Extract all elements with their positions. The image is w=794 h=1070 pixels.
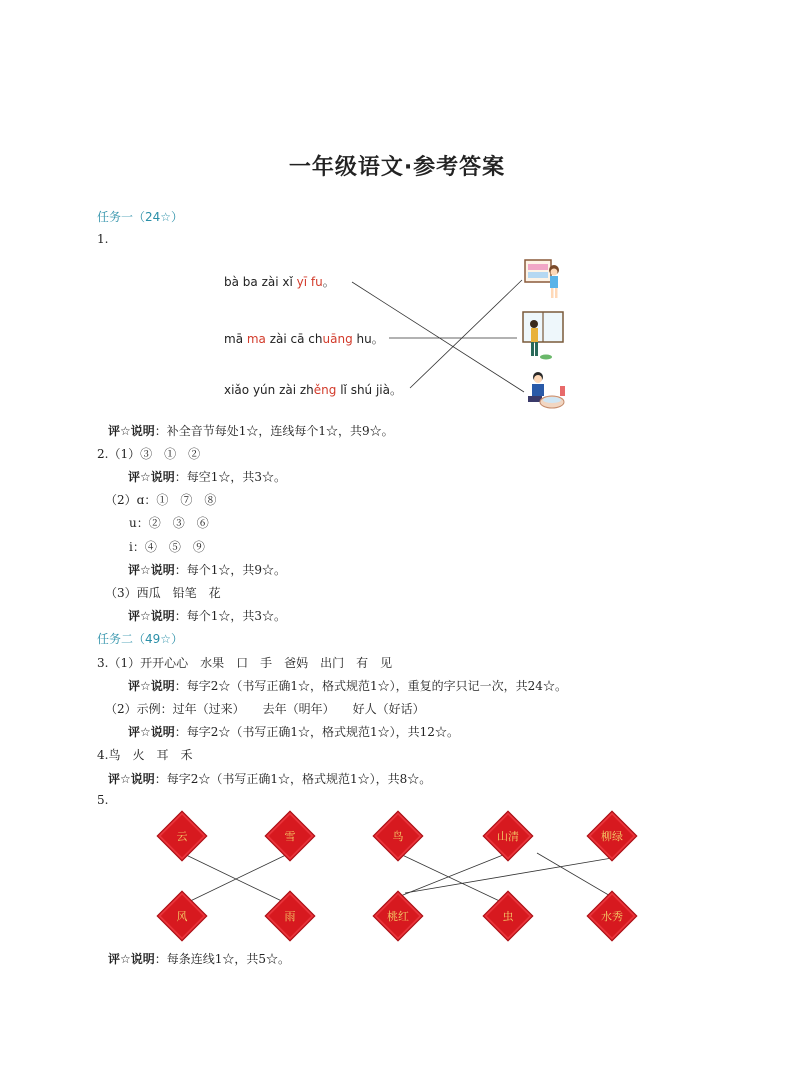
pinyin-filled-syllable: yī fu [296,275,323,289]
q3-part2: （2）示例：过年（过来） 去年（明年） 好人（好话） [105,702,425,716]
q3-scoring-note-2 [128,723,459,740]
scoring-label: 评☆说明 [128,563,175,577]
scoring-label: 评☆说明 [108,952,155,966]
bottom-word-1-label: 风 [176,910,188,923]
pinyin-text: 。 [322,275,335,289]
scoring-text: ：每字2☆（书写正确1☆，格式规范1☆），共12☆。 [174,725,459,739]
pinyin-text: xiǎo yún zài zh [224,383,314,397]
q2-scoring-note-3 [128,607,286,624]
scoring-text: ：每字2☆（书写正确1☆，格式规范1☆），重复的字只记一次，共24☆。 [174,679,567,693]
scoring-label: 评☆说明 [128,725,175,739]
bottom-word-5-label: 水秀 [601,910,623,923]
q3-scoring-note-1 [128,677,567,694]
scoring-text: ：每字2☆（书写正确1☆，格式规范1☆），共8☆。 [154,772,432,786]
pinyin-text: hu。 [352,332,384,346]
q3-part1: 3.（1）开开心心 水果 口 手 爸妈 出门 有 见 [97,656,393,670]
top-word-1-label: 云 [176,830,188,843]
scoring-label: 评☆说明 [128,609,175,623]
girl-at-cabinet-picture [522,258,564,302]
top-word-3-label: 鸟 [392,830,404,843]
scoring-text: ：每个1☆，共3☆。 [174,609,287,623]
top-word-2-label: 雪 [284,830,296,843]
top-word-5-label: 柳绿 [601,830,623,843]
q2-part1: 2.（1）③ ① ② [97,447,201,461]
q2-scoring-note-1 [128,468,286,485]
pinyin-text: lǐ shú jià。 [336,383,402,397]
q2-scoring-note-2 [128,561,286,578]
pinyin-filled-syllable: ěng [313,383,337,397]
q1-scoring-note [108,422,394,439]
q2-part2-i: i：④ ⑤ ⑨ [129,540,205,554]
q4-answer: 4.鸟 火 耳 禾 [97,748,193,762]
q2-part3: （3）西瓜 铅笔 花 [105,586,221,600]
scoring-text: ：补全音节每处1☆，连线每个1☆，共9☆。 [154,424,394,438]
top-word-4-label: 山清 [497,830,519,843]
pinyin-text: zài cā ch [265,332,323,346]
pinyin-text: bà ba zài xǐ [224,275,297,289]
scoring-text: ：每条连线1☆，共5☆。 [154,952,291,966]
q5-number: 5. [97,793,109,807]
bottom-word-4-label: 虫 [502,910,514,923]
pinyin-filled-syllable: ma [246,332,266,346]
scoring-label: 评☆说明 [108,772,155,786]
man-washing-clothes-picture [522,368,564,412]
q2-part2-a: （2）ɑ：① ⑦ ⑧ [105,493,217,507]
scoring-label: 评☆说明 [108,424,155,438]
q2-part2-u: u：② ③ ⑥ [129,516,209,530]
scoring-label: 评☆说明 [128,470,175,484]
q1-number: 1. [97,232,109,246]
woman-cleaning-window-picture [521,310,563,362]
task2-heading: 任务二（49☆） [97,632,184,646]
pinyin-filled-syllable: uāng [322,332,353,346]
page-title: 一年级语文·参考答案 [288,155,506,180]
task1-heading: 任务一（24☆） [97,210,184,224]
scoring-label: 评☆说明 [128,679,175,693]
bottom-word-3-label: 桃红 [387,910,409,923]
scoring-text: ：每空1☆，共3☆。 [174,470,287,484]
bottom-word-2-label: 雨 [284,910,296,923]
q4-scoring-note [108,770,431,787]
q5-scoring-note [108,950,290,967]
pinyin-text: mā [224,332,247,346]
scoring-text: ：每个1☆，共9☆。 [174,563,287,577]
